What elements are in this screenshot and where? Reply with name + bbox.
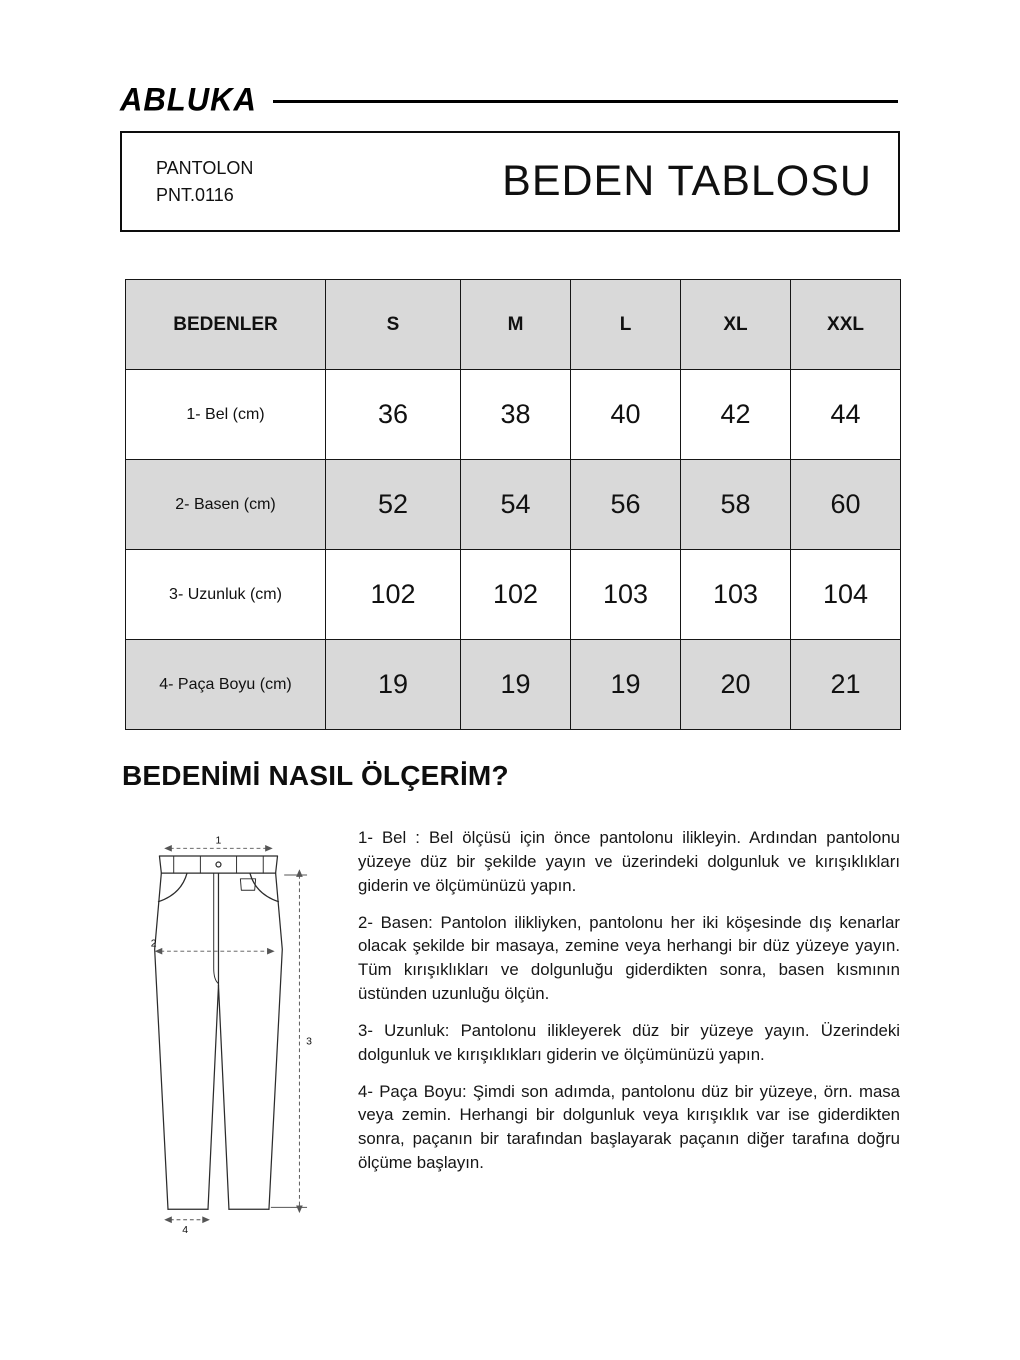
value-cell: 52 (326, 460, 461, 550)
column-header-s: S (326, 280, 461, 370)
value-cell: 104 (791, 550, 901, 640)
value-cell: 42 (681, 370, 791, 460)
value-cell: 19 (461, 640, 571, 730)
value-cell: 56 (571, 460, 681, 550)
table-row-paca-boyu (126, 640, 901, 730)
column-header-l: L (571, 280, 681, 370)
instruction-paca-boyu: 4- Paça Boyu: Şimdi son adımda, pantolonu düz bir yüzeye, örn. masa veya zemin. Herhangi bir dolgunluk veya kırışıklık var ise giderdikten sonra, paçanın bir tarafından başlayarak paçanın diğer tarafına doğru ölçüme başlayın. (358, 1081, 900, 1173)
table-row-bel (126, 370, 901, 460)
section-heading-how-to-measure: BEDENİMİ NASIL ÖLÇERİM? (122, 760, 509, 791)
diagram-label-2: 2 (150, 938, 157, 950)
row-label-bel: 1- Bel (cm) (126, 370, 326, 460)
table-row-uzunluk (126, 550, 901, 640)
diagram-label-3: 3 (306, 1036, 312, 1048)
instruction-uzunluk: 3- Uzunluk: Pantolonu ilikleyerek düz bir yüzeye yayın. Üzerindeki dolgunluk ve kırışıklıkları giderin ve ölçümünüzü yapın. (358, 1020, 900, 1064)
pants-measurement-diagram (128, 830, 328, 1240)
column-header-m: M (461, 280, 571, 370)
title-box (120, 131, 900, 232)
measurement-ticks (271, 875, 307, 1207)
value-cell: 60 (791, 460, 901, 550)
brand-header (120, 82, 898, 118)
column-header-bedenler: BEDENLER (126, 280, 326, 370)
value-cell: 21 (791, 640, 901, 730)
size-table-header-row (126, 280, 901, 370)
value-cell: 102 (326, 550, 461, 640)
instruction-basen: 2- Basen: Pantolon ilikliyken, pantolonu her iki köşesinde dış kenarlar olacak şekilde bir masaya, zemine veya herhangi bir düz yüzeye yayın. Tüm kırışıklıkları ve dolgunluğu giderdikten sonra, basen kısmının üstünden uzunluğu ölçün. (358, 912, 900, 1004)
measurement-instructions (358, 826, 900, 1188)
value-cell: 44 (791, 370, 901, 460)
value-cell: 103 (571, 550, 681, 640)
diagram-label-1: 1 (215, 835, 222, 847)
brand-logo: ABLUKA (120, 81, 257, 118)
page-title: BEDEN TABLOSU (502, 157, 872, 205)
size-table (125, 279, 901, 730)
product-code: PNT.0116 (156, 184, 234, 205)
value-cell: 58 (681, 460, 791, 550)
value-cell: 102 (461, 550, 571, 640)
product-info (156, 155, 253, 209)
column-header-xxl: XXL (791, 280, 901, 370)
value-cell: 19 (326, 640, 461, 730)
row-label-uzunluk: 3- Uzunluk (cm) (126, 550, 326, 640)
column-header-xl: XL (681, 280, 791, 370)
value-cell: 19 (571, 640, 681, 730)
arrowheads (155, 845, 303, 1223)
value-cell: 103 (681, 550, 791, 640)
pants-outline-drawing (155, 856, 283, 1209)
diagram-label-4: 4 (182, 1225, 189, 1237)
header-rule (273, 100, 898, 103)
table-row-basen (126, 460, 901, 550)
value-cell: 54 (461, 460, 571, 550)
product-type: PANTOLON (156, 157, 254, 178)
value-cell: 36 (326, 370, 461, 460)
instruction-bel: 1- Bel : Bel ölçüsü için önce pantolonu ilikleyin. Ardından pantolonu yüzeye düz bir şekilde yayın ve üzerindeki dolgunluk ve kırışıklıkları giderin ve ölçümünüzü yapın. (358, 828, 900, 895)
row-label-paca-boyu: 4- Paça Boyu (cm) (126, 640, 326, 730)
value-cell: 40 (571, 370, 681, 460)
value-cell: 38 (461, 370, 571, 460)
diagram-number-labels (151, 836, 312, 1237)
row-label-basen: 2- Basen (cm) (126, 460, 326, 550)
value-cell: 20 (681, 640, 791, 730)
